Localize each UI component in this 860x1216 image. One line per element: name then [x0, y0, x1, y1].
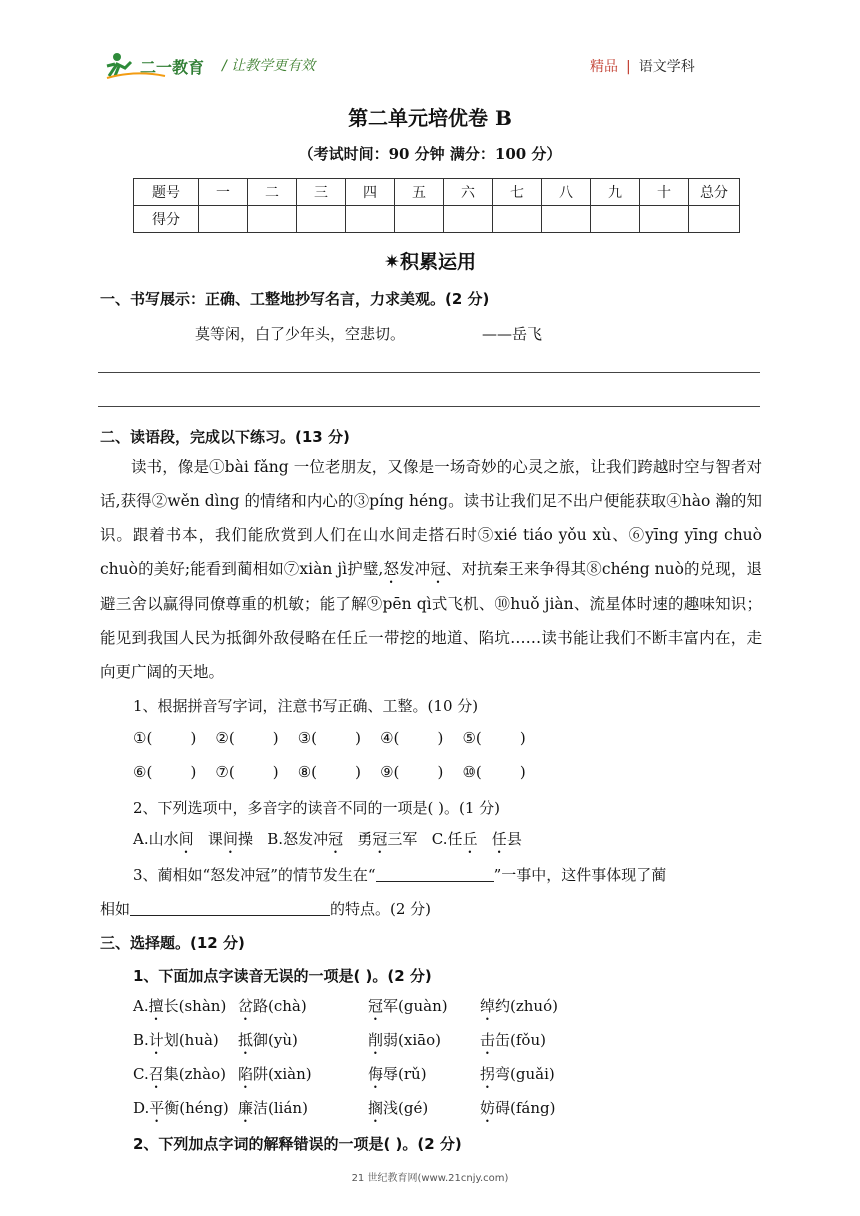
passage-text: 、对抗秦王来争得其⑧chéng nuò的兑现，退避三舍以赢得同僚尊重的机敏；能了解⑨pēn qì式飞机、⑩huǒ jiàn、流星体时速的趣味知识；能见到我国人民为抵御外敌侵略在任丘一带挖的地道、陷坑……读书能让我们不断丰富内在，走向更广阔的天地。: [100, 560, 762, 681]
q3-option-item: [133, 995, 226, 1024]
option-text: 衡(héng): [164, 1099, 229, 1117]
answer-blanks-row-1[interactable]: ①( ) ②( ) ③( ) ④( ) ⑤( ): [133, 729, 526, 747]
option-text: 操: [237, 830, 253, 848]
q2-sub2: 2、下列选项中，多音字的读音不同的一项是( )。(1 分): [133, 799, 501, 817]
quote-author: ——岳飞: [482, 325, 543, 343]
question-1-heading: 一、书写展示：正确、工整地抄写名言，力求美观。(2 分): [100, 290, 490, 308]
option-label[interactable]: D.: [133, 1099, 150, 1117]
header-right: [590, 56, 695, 76]
option-text: 集(zhào): [163, 1065, 226, 1083]
q3-option-item: [480, 1063, 555, 1092]
table-cell: 九: [591, 179, 640, 206]
option-text: 约(zhuó): [495, 997, 558, 1015]
table-cell: 得分: [134, 206, 199, 233]
dotted-char: 廉: [238, 1099, 254, 1117]
option-label[interactable]: B.: [133, 1031, 149, 1049]
dotted-char: 抵: [238, 1031, 254, 1049]
q3-option-item: [238, 1029, 298, 1058]
passage-dotted-char: 怒: [383, 560, 400, 578]
table-cell: 四: [346, 179, 395, 206]
option-text: 浅(gé): [383, 1099, 429, 1117]
option-text: 御(yù): [253, 1031, 298, 1049]
q3-option-item: [368, 1029, 441, 1058]
dotted-char: 侮: [368, 1065, 384, 1083]
table-cell: 七: [493, 179, 542, 206]
option-text: 阱(xiàn): [253, 1065, 312, 1083]
dotted-char: 冠: [368, 997, 384, 1015]
q3-option-item: [133, 1063, 226, 1092]
table-cell: 一: [199, 179, 248, 206]
dotted-char: 任: [491, 830, 507, 848]
q3-option-item: [368, 1097, 428, 1126]
q3-option-item: [238, 1063, 312, 1092]
dotted-char: 陷: [238, 1065, 254, 1083]
score-cell[interactable]: [591, 206, 640, 233]
table-cell: 八: [542, 179, 591, 206]
dotted-char: 岔: [238, 997, 254, 1015]
quote-text: 莫等闲，白了少年头，空悲切。: [195, 325, 406, 343]
header-separator: |: [626, 59, 631, 75]
score-cell[interactable]: [640, 206, 689, 233]
q3-option-item: [480, 1097, 555, 1126]
dotted-char: 冠: [372, 830, 388, 848]
q2-sub3-text: 相如: [100, 900, 131, 918]
q3-option-item: [238, 1097, 308, 1126]
reading-passage: [100, 450, 762, 689]
table-cell: 六: [444, 179, 493, 206]
q3-option-item: [480, 995, 558, 1024]
writing-line-2[interactable]: [98, 406, 760, 407]
option-text: 洁(lián): [253, 1099, 308, 1117]
q2-options: [133, 828, 522, 857]
option-text: B.怒发冲: [267, 830, 329, 848]
passage-text: 发冲: [399, 560, 431, 578]
answer-blanks-row-2[interactable]: ⑥( ) ⑦( ) ⑧( ) ⑨( ) ⑩( ): [133, 763, 526, 781]
passage-text: 读书，像是①bài fǎng 一位老朋友，又像是一场奇妙的心灵之旅，让我们跨越时空与智者对话,获得②wěn dìng 的情绪和内心的③píng héng。读书让我们足不出户便能获取④hào 瀚的知识。跟着书本，我们能欣赏到人们在山水间走搭石时⑤xié tiáo yǒu xù、⑥yīng yīng chuò chuò的美好;能看到蔺相如⑦xiàn jì护璧,: [100, 458, 762, 578]
q2-sub3-text: ”一事中，这件事体现了蔺: [493, 866, 667, 884]
score-cell[interactable]: [493, 206, 542, 233]
option-b[interactable]: [267, 830, 417, 848]
option-text: 辱(rǔ): [383, 1065, 427, 1083]
table-cell: 二: [248, 179, 297, 206]
subject-label: 语文学科: [638, 59, 695, 75]
passage-dotted-char: 冠: [430, 560, 446, 578]
table-cell: 题号: [134, 179, 199, 206]
q2-sub3: [133, 864, 666, 885]
dotted-char: 削: [368, 1031, 384, 1049]
dotted-char: 绰: [480, 997, 496, 1015]
option-text: A.山水: [133, 830, 179, 848]
dotted-char: 拐: [480, 1065, 496, 1083]
option-text: [477, 830, 491, 848]
score-table-score-row: [134, 206, 740, 233]
option-text: 三军: [387, 830, 418, 848]
quality-label: 精品: [590, 59, 618, 75]
table-cell: 总分: [689, 179, 740, 206]
option-text: C.任: [431, 830, 463, 848]
writing-line-1[interactable]: [98, 372, 760, 373]
score-cell[interactable]: [444, 206, 493, 233]
dotted-char: 平: [149, 1099, 165, 1117]
q2-sub3-cont: [100, 898, 431, 919]
q2-sub3-text: 3、蔺相如“怒发冲冠”的情节发生在“: [133, 866, 376, 884]
option-text: 路(chà): [253, 997, 307, 1015]
q3-option-item: [133, 1029, 219, 1058]
fill-blank-event[interactable]: [376, 865, 494, 882]
page-title: 第二单元培优卷 B: [348, 106, 512, 130]
dotted-char: 间: [222, 830, 238, 848]
dotted-char: 计: [148, 1031, 164, 1049]
option-c[interactable]: [432, 830, 522, 848]
score-cell[interactable]: [199, 206, 248, 233]
score-cell[interactable]: [346, 206, 395, 233]
dotted-char: 间: [178, 830, 194, 848]
question-2-heading: 二、读语段，完成以下练习。(13 分): [100, 428, 350, 446]
table-cell: 十: [640, 179, 689, 206]
option-text: 县: [506, 830, 522, 848]
dotted-char: 冠: [328, 830, 344, 848]
option-text: 弱(xiāo): [383, 1031, 441, 1049]
table-cell: 五: [395, 179, 444, 206]
q3-option-item: [238, 995, 307, 1024]
q3-sub1: 1、下面加点字读音无误的一项是( )。(2 分): [133, 967, 432, 985]
logo-text: 二一教育: [140, 58, 205, 77]
dotted-char: 丘: [462, 830, 478, 848]
option-text: 军(guàn): [383, 997, 448, 1015]
score-cell[interactable]: [248, 206, 297, 233]
option-label[interactable]: A.: [133, 997, 149, 1015]
dotted-char: 召: [148, 1065, 164, 1083]
score-table: [133, 178, 740, 233]
score-cell[interactable]: [689, 206, 740, 233]
option-text: 长(shàn): [163, 997, 227, 1015]
dotted-char: 妨: [480, 1099, 496, 1117]
fill-blank-trait[interactable]: [130, 899, 330, 916]
option-text: 碍(fáng): [495, 1099, 556, 1117]
dotted-char: 擅: [148, 997, 164, 1015]
option-text: 划(huà): [163, 1031, 219, 1049]
option-text: 缶(fǒu): [495, 1031, 546, 1049]
option-text: 课: [193, 830, 223, 848]
q3-option-item: [133, 1097, 229, 1126]
option-text: 弯(guǎi): [495, 1065, 555, 1083]
table-cell: 三: [297, 179, 346, 206]
section-heading: ✷积累运用: [384, 251, 476, 273]
dotted-char: 击: [480, 1031, 496, 1049]
option-a[interactable]: [133, 830, 253, 848]
question-3-heading: 三、选择题。(12 分): [100, 934, 245, 952]
slogan: / 让教学更有效: [222, 58, 316, 74]
option-text: 勇: [343, 830, 373, 848]
score-cell[interactable]: [297, 206, 346, 233]
q3-sub2: 2、下列加点字词的解释错误的一项是( )。(2 分): [133, 1135, 462, 1153]
q3-option-item: [480, 1029, 546, 1058]
score-cell[interactable]: [395, 206, 444, 233]
footer: 21 世纪教育网(www.21cnjy.com): [351, 1173, 509, 1184]
q3-option-item: [368, 1063, 427, 1092]
score-cell[interactable]: [542, 206, 591, 233]
score-table-header-row: [134, 179, 740, 206]
q3-option-item: [368, 995, 448, 1024]
q2-sub3-text: 的特点。(2 分): [330, 900, 432, 918]
option-label[interactable]: C.: [133, 1065, 149, 1083]
dotted-char: 搁: [368, 1099, 384, 1117]
exam-info: （考试时间：90 分钟 满分：100 分）: [298, 145, 562, 163]
q2-sub1: 1、根据拼音写字词，注意书写正确、工整。(10 分): [133, 697, 479, 715]
